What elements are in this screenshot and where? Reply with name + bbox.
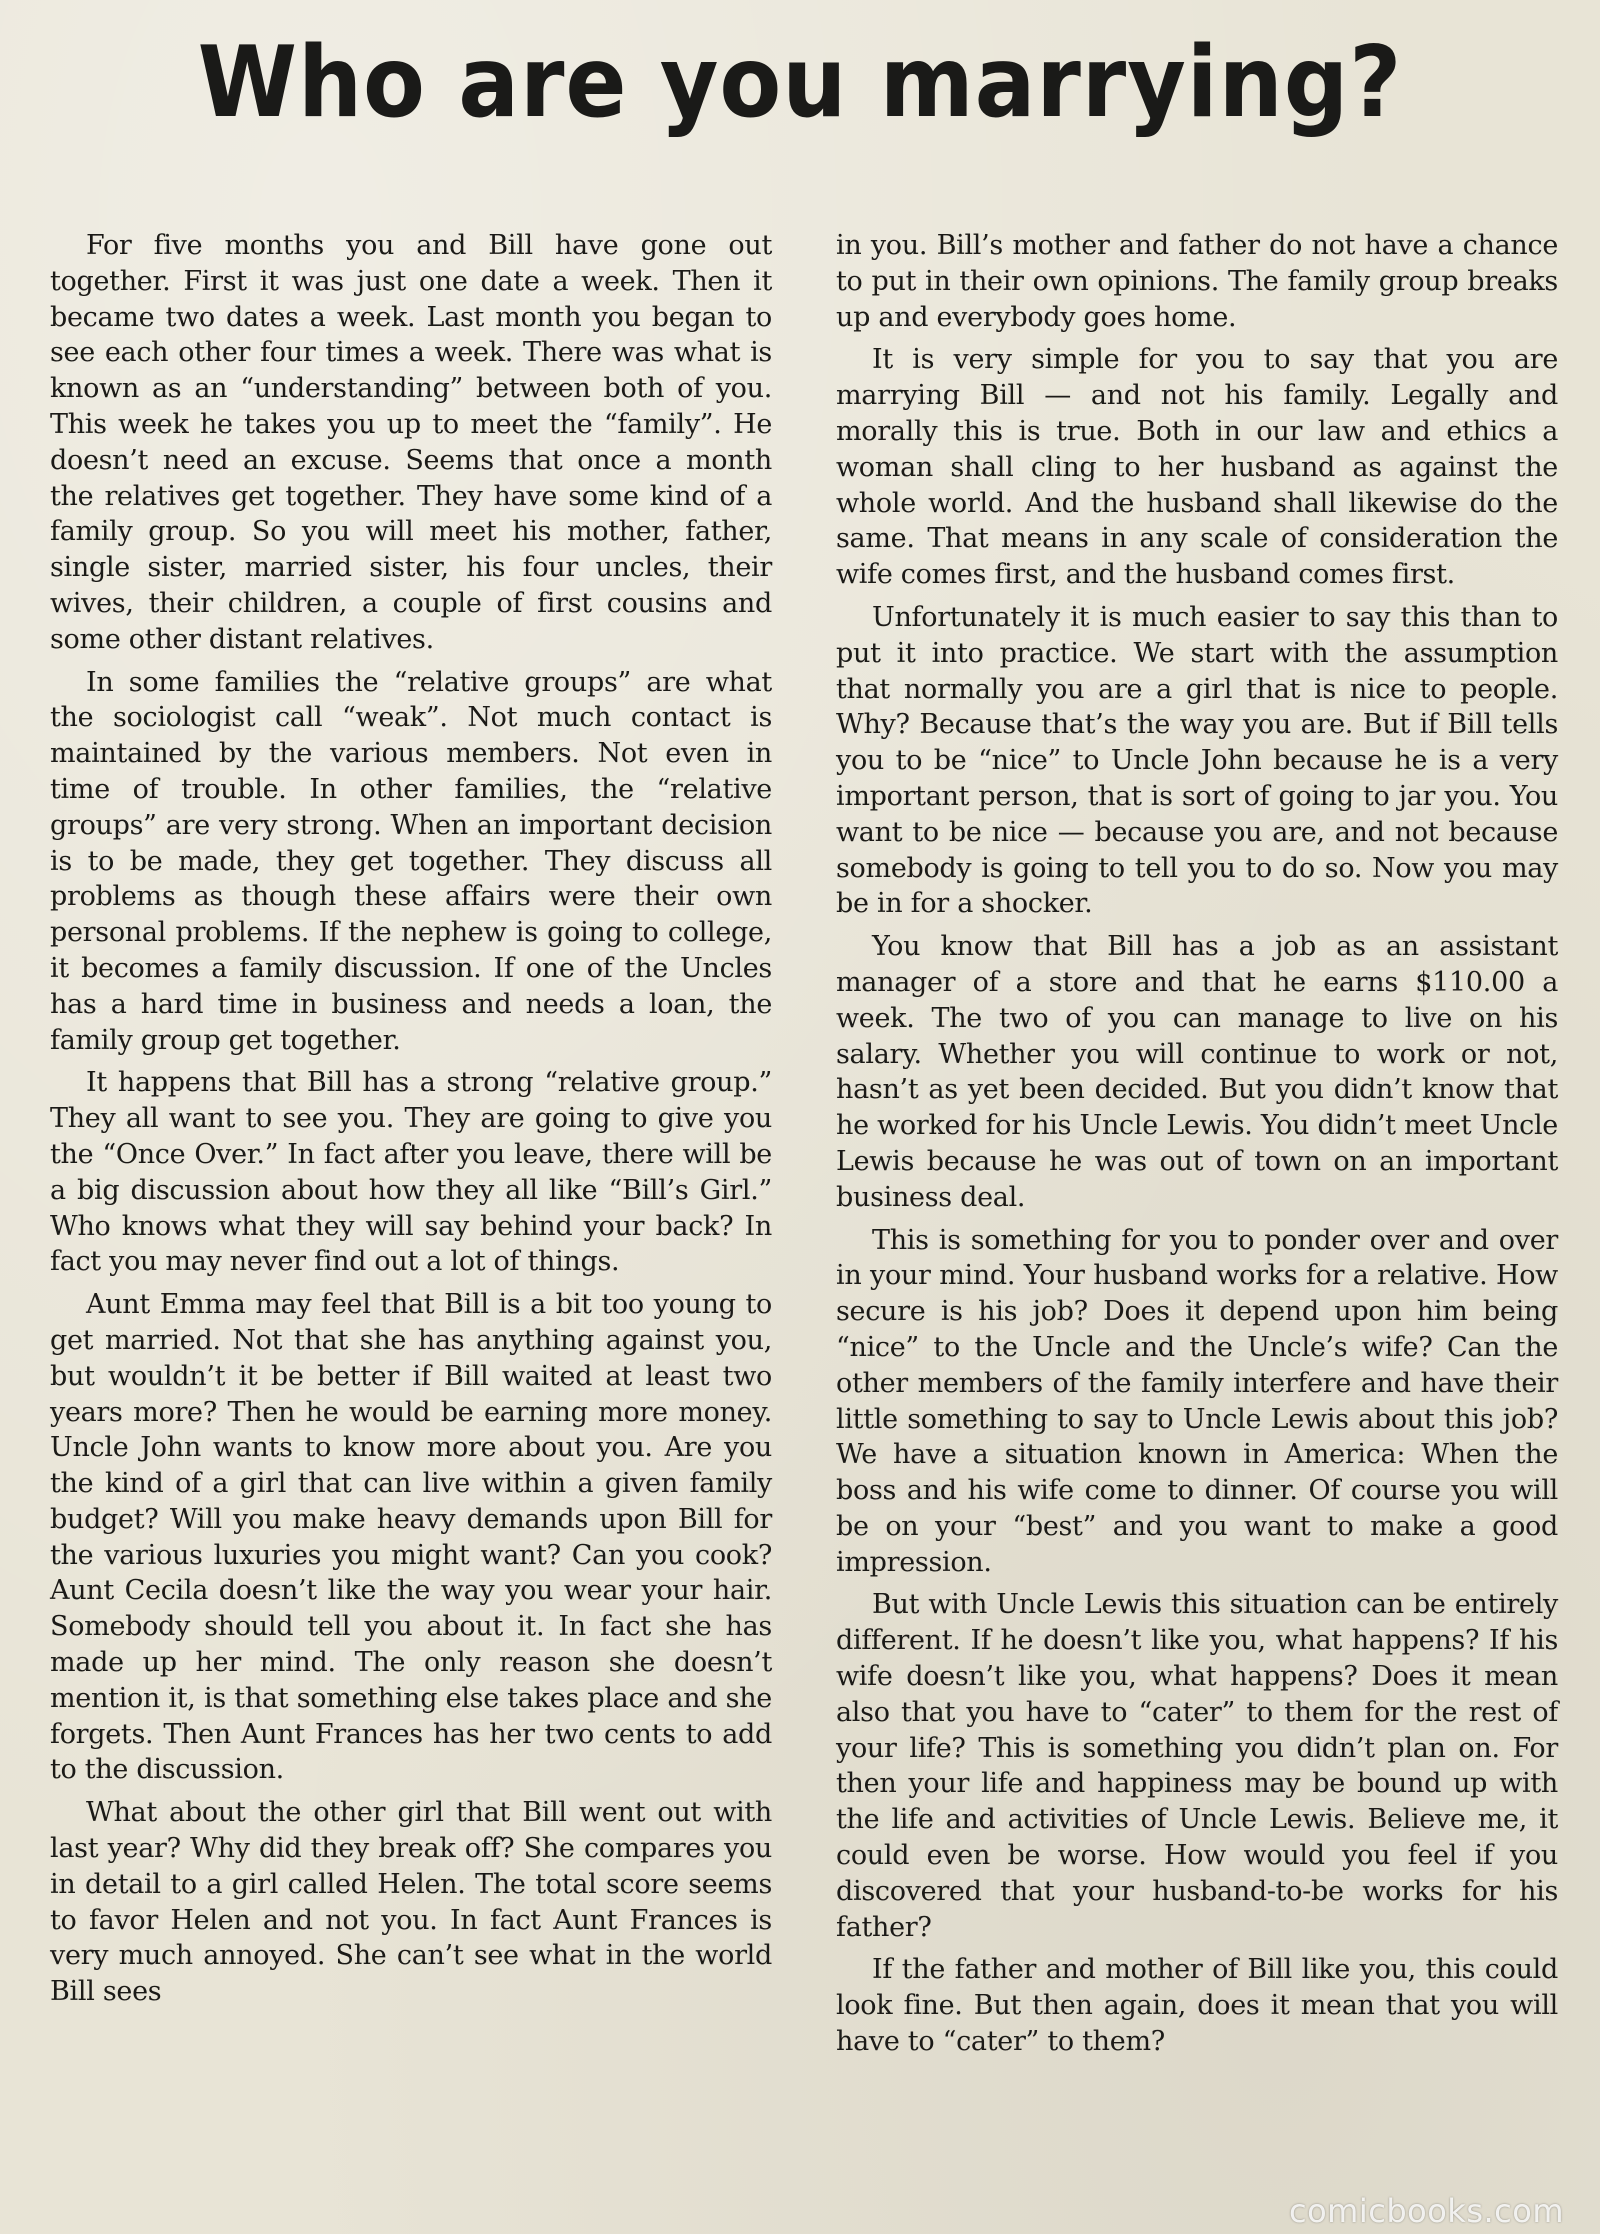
paragraph: Unfortunately it is much easier to say this than to put it into practice. We start with the assumption that normally you are a girl that is nice to people. Why? Because that’s the way you are. But if Bill tells you to be “nice” to Uncle John because he is a very important person, that is sort of going to jar you. You want to be nice — because you are, and not because somebody is going to tell you to do so. Now you may be in for a shocker. [836,601,1558,920]
paragraph: What about the other girl that Bill went out with last year? Why did they break off? She compares you in detail to a girl called Helen. The total score seems to favor Helen and not you. In fact Aunt Frances is very much annoyed. She can’t see what in the world Bill sees [50,1797,772,2008]
paragraph: It is very simple for you to say that you are marrying Bill — and not his family. Legally and morally this is true. Both in our law and ethics a woman shall cling to her husband as against the whole world. And the husband shall likewise do the same. That means in any scale of consideration the wife comes first, and the husband comes first. [836,344,1558,591]
paragraph: Aunt Emma may feel that Bill is a bit too young to get married. Not that she has anything against you, but wouldn’t it be better if Bill waited at least two years more? Then he would be earning more money. Uncle John wants to know more about you. Are you the kind of a girl that can live within a given family budget? Will you make heavy demands upon Bill for the various luxuries you might want? Can you cook? Aunt Cecila doesn’t like the way you wear your hair. Somebody should tell you about it. In fact she has made up her mind. The only reason she doesn’t mention it, is that something else takes place and she forgets. Then Aunt Frances has her two cents to add to the discussion. [50,1289,772,1786]
paragraph: It happens that Bill has a strong “relative group.” They all want to see you. They are going to give you the “Once Over.” In fact after you leave, there will be a big discussion about how they all like “Bill’s Girl.” Who knows what they will say behind your back? In fact you may never find out a lot of things. [50,1067,772,1278]
paragraph: For five months you and Bill have gone out together. First it was just one date a week. Then it became two dates a week. Last month you began to see each other four times a week. There was what is known as an “understanding” between both of you. This week he takes you up to meet the “family”. He doesn’t need an excuse. Seems that once a month the relatives get together. They have some kind of a family group. So you will meet his mother, father, single sister, married sister, his four uncles, their wives, their children, a couple of first cousins and some other distant relatives. [50,230,772,655]
paragraph: If the father and mother of Bill like you, this could look fine. But then again, does it mean that you will have to “cater” to them? [836,1954,1558,2058]
right-column [836,228,1558,2067]
left-column [50,228,772,2017]
article-title: Who are you marrying? [197,26,1403,140]
paragraph: In some families the “relative groups” are what the sociologist call “weak”. Not much contact is maintained by the various members. Not even in time of trouble. In other families, the “relative groups” are very strong. When an important decision is to be made, they get together. They discuss all problems as though these affairs were their own personal problems. If the nephew is going to college, it becomes a family discussion. If one of the Uncles has a hard time in business and needs a loan, the family group get together. [50,666,772,1056]
paragraph: But with Uncle Lewis this situation can be entirely different. If he doesn’t like you, what happens? If his wife doesn’t like you, what happens? Does it mean also that you have to “cater” to them for the rest of your life? This is something you didn’t plan on. For then your life and happiness may be bound up with the life and activities of Uncle Lewis. Believe me, it could even be worse. How would you feel if you discovered that your husband-to-be works for his father? [836,1589,1558,1943]
watermark: comicbooks.com [1288,2192,1564,2230]
paragraph-continued: in you. Bill’s mother and father do not have a chance to put in their own opinions. The family group breaks up and everybody goes home. [836,230,1558,333]
paragraph: This is something for you to ponder over and over in your mind. Your husband works for a relative. How secure is his job? Does it depend upon him being “nice” to the Uncle and the Uncle’s wife? Can the other members of the family interfere and have their little something to say to Uncle Lewis about this job? We have a situation known in America: When the boss and his wife come to dinner. Of course you will be on your “best” and you want to make a good impression. [836,1224,1558,1578]
paragraph: You know that Bill has a job as an assistant manager of a store and that he earns $110.00 a week. The two of you can manage to live on his salary. Whether you will continue to work or not, hasn’t as yet been decided. But you didn’t know that he worked for his Uncle Lewis. You didn’t meet Uncle Lewis because he was out of town on an important business deal. [836,931,1558,1213]
